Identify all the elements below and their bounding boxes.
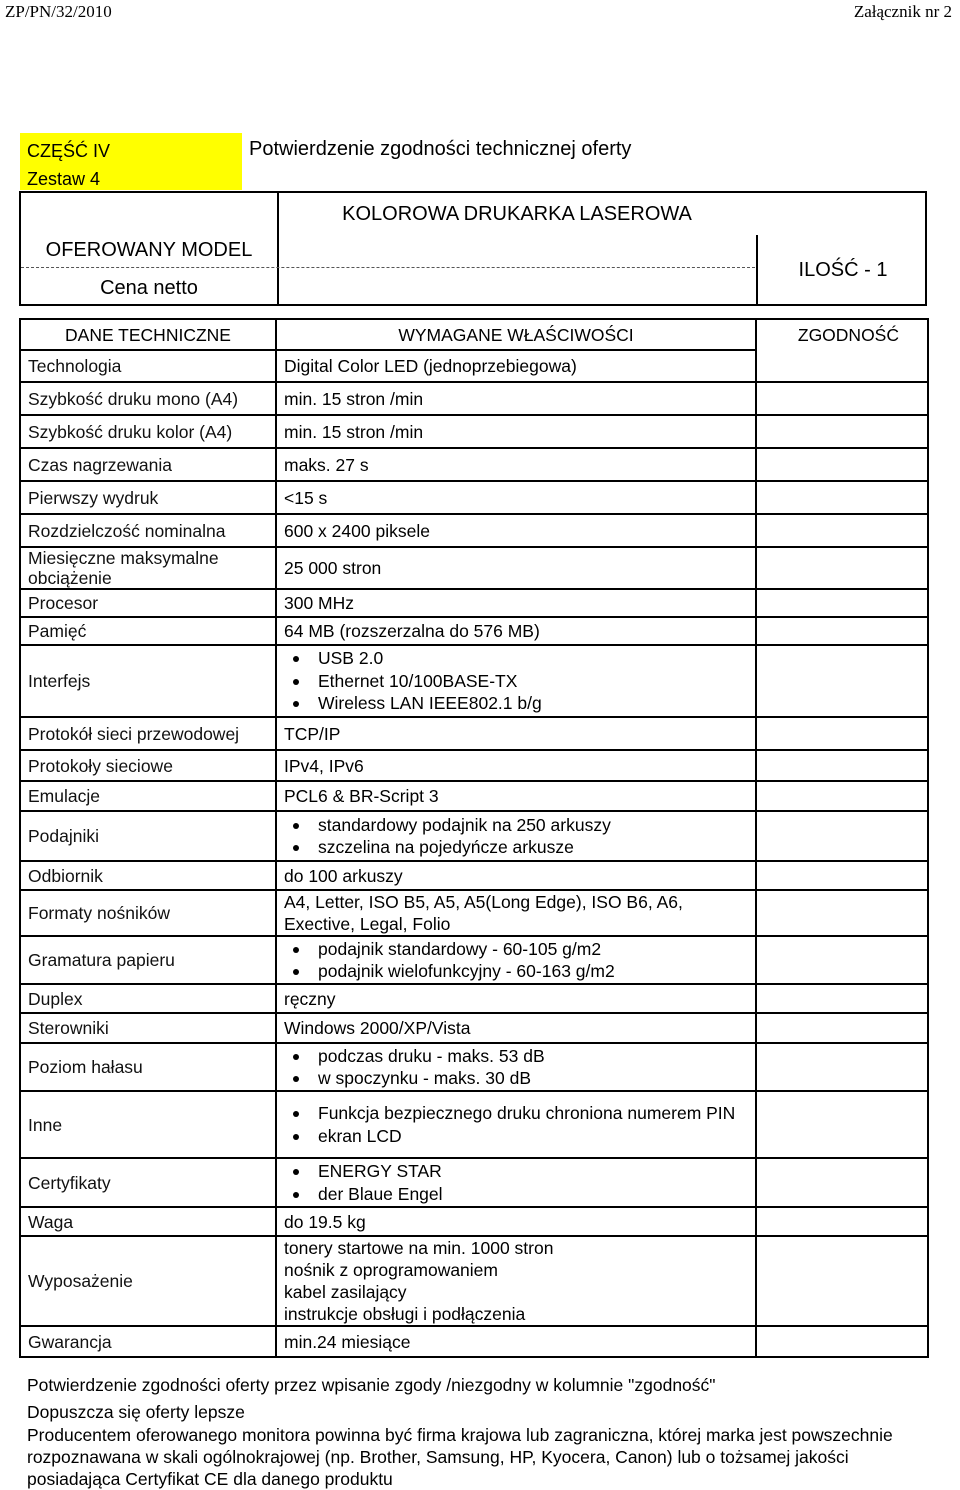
spec-value: 25 000 stron <box>276 547 756 589</box>
spec-bullet-list <box>284 1102 755 1147</box>
spec-lines <box>284 1237 755 1325</box>
attachment-number: Załącznik nr 2 <box>853 2 952 21</box>
compliance-cell[interactable] <box>756 448 928 481</box>
spec-value: A4, Letter, ISO B5, A5, A5(Long Edge), ISO B6, A6, Exective, Legal, Folio <box>276 890 756 936</box>
table-row <box>20 1326 928 1357</box>
table-row <box>20 861 928 890</box>
compliance-cell[interactable] <box>756 1236 928 1326</box>
spec-bullet-item: podajnik wielofunkcyjny - 60-163 g/m2 <box>318 960 755 983</box>
table-row <box>20 350 928 382</box>
spec-bullet-list <box>284 938 755 983</box>
spec-label: Certyfikaty <box>20 1158 276 1207</box>
table-row <box>20 415 928 448</box>
spec-value <box>276 811 756 861</box>
table-row <box>20 811 928 861</box>
spec-label: Technologia <box>20 350 276 382</box>
spec-value: 300 MHz <box>276 589 756 617</box>
spec-label: Pierwszy wydruk <box>20 481 276 514</box>
table-row <box>20 1158 928 1207</box>
page-header <box>0 0 960 26</box>
spec-label: Gramatura papieru <box>20 936 276 984</box>
spec-bullet-item: USB 2.0 <box>318 647 755 670</box>
spec-bullet-item: Wireless LAN IEEE802.1 b/g <box>318 692 755 715</box>
spec-bullet-list <box>284 1160 755 1205</box>
table-row <box>20 382 928 415</box>
compliance-cell[interactable] <box>756 861 928 890</box>
table-row <box>20 717 928 750</box>
spec-label: Wyposażenie <box>20 1236 276 1326</box>
compliance-cell[interactable] <box>756 1091 928 1158</box>
specification-table <box>19 318 929 1358</box>
spec-value <box>276 1091 756 1158</box>
spec-line: nośnik z oprogramowaniem <box>284 1260 498 1280</box>
column-header-compliance: ZGODNOŚĆ <box>756 319 928 350</box>
set-number: Zestaw 4 <box>27 169 101 189</box>
compliance-cell[interactable] <box>756 382 928 415</box>
spec-label: Podajniki <box>20 811 276 861</box>
table-row <box>20 481 928 514</box>
page-title: Potwierdzenie zgodności technicznej oferty <box>249 138 632 160</box>
dashed-divider <box>21 267 755 268</box>
spec-value: TCP/IP <box>276 717 756 750</box>
compliance-cell[interactable] <box>756 811 928 861</box>
compliance-cell[interactable] <box>756 617 928 645</box>
spec-line: instrukcje obsługi i podłączenia <box>284 1304 526 1324</box>
spec-bullet-list <box>284 814 755 859</box>
compliance-cell[interactable] <box>756 481 928 514</box>
spec-bullet-item: podajnik standardowy - 60-105 g/m2 <box>318 938 755 961</box>
compliance-cell[interactable] <box>756 1013 928 1043</box>
quantity-label: ILOŚĆ - 1 <box>798 259 888 281</box>
spec-label: Formaty nośników <box>20 890 276 936</box>
spec-bullet-list <box>284 1045 755 1090</box>
compliance-cell[interactable] <box>756 547 928 589</box>
spec-label: Emulacje <box>20 781 276 811</box>
compliance-cell[interactable] <box>756 1207 928 1236</box>
spec-value <box>276 1043 756 1091</box>
spec-bullet-item: w spoczynku - maks. 30 dB <box>318 1067 755 1090</box>
spec-bullet-item: szczelina na pojedyńcze arkusze <box>318 836 755 859</box>
spec-value: Windows 2000/XP/Vista <box>276 1013 756 1043</box>
table-row <box>20 750 928 781</box>
compliance-cell[interactable] <box>756 645 928 717</box>
spec-label: Waga <box>20 1207 276 1236</box>
spec-label: Protokoły sieciowe <box>20 750 276 781</box>
spec-label: Duplex <box>20 984 276 1013</box>
spec-label: Odbiornik <box>20 861 276 890</box>
spec-label: Procesor <box>20 589 276 617</box>
spec-label: Pamięć <box>20 617 276 645</box>
table-row <box>20 1207 928 1236</box>
spec-value: min.24 miesiące <box>276 1326 756 1357</box>
spec-label: Poziom hałasu <box>20 1043 276 1091</box>
table-row <box>20 645 928 717</box>
spec-label: Szybkość druku kolor (A4) <box>20 415 276 448</box>
table-row <box>20 514 928 547</box>
spec-value: PCL6 & BR-Script 3 <box>276 781 756 811</box>
table-row <box>20 1236 928 1326</box>
spec-value <box>276 1236 756 1326</box>
spec-bullet-item: der Blaue Engel <box>318 1183 755 1206</box>
spec-value: min. 15 stron /min <box>276 415 756 448</box>
spec-value: IPv4, IPv6 <box>276 750 756 781</box>
compliance-cell[interactable] <box>756 1043 928 1091</box>
spec-label: Szybkość druku mono (A4) <box>20 382 276 415</box>
spec-line: kabel zasilający <box>284 1282 407 1302</box>
table-row <box>20 781 928 811</box>
spec-bullet-item: ekran LCD <box>318 1125 755 1148</box>
compliance-cell[interactable] <box>756 1326 928 1357</box>
document-reference: ZP/PN/32/2010 <box>5 2 112 21</box>
spec-bullet-item: Ethernet 10/100BASE-TX <box>318 670 755 693</box>
spec-value: do 19.5 kg <box>276 1207 756 1236</box>
spec-value: Digital Color LED (jednoprzebiegowa) <box>276 350 756 382</box>
spec-bullet-list <box>284 647 755 715</box>
spec-label: Miesięczne maksymalne obciążenie <box>20 547 276 589</box>
spec-label: Sterowniki <box>20 1013 276 1043</box>
table-row <box>20 1091 928 1158</box>
manufacturer-note: Producentem oferowanego monitora powinna być firma krajowa lub zagraniczna, której marka jest powszechnie rozpoznawana w skali ogólnokrajowej (np. Brother, Samsung, HP, Kyocera, Canon) lub o tożsamej jakości posiadająca Certyfikat CE dla danego produktu <box>27 1425 893 1489</box>
compliance-cell[interactable] <box>756 781 928 811</box>
part-number: CZĘŚĆ IV <box>27 141 111 161</box>
compliance-cell[interactable] <box>756 717 928 750</box>
compliance-cell[interactable] <box>756 890 928 936</box>
part-label-box <box>20 133 242 190</box>
table-row <box>20 1043 928 1091</box>
spec-value: 64 MB (rozszerzalna do 576 MB) <box>276 617 756 645</box>
compliance-cell[interactable] <box>756 1158 928 1207</box>
spec-value <box>276 645 756 717</box>
table-row <box>20 547 928 589</box>
confirmation-note: Potwierdzenie zgodności oferty przez wpisanie zgody /niezgodny w kolumnie "zgodność" <box>27 1375 716 1395</box>
table-row <box>20 936 928 984</box>
compliance-cell[interactable] <box>756 984 928 1013</box>
column-header-technical-data: DANE TECHNICZNE <box>20 319 276 350</box>
offered-model-label: OFEROWANY MODEL <box>45 239 253 261</box>
spec-label: Czas nagrzewania <box>20 448 276 481</box>
compliance-cell[interactable] <box>756 350 928 382</box>
spec-line: tonery startowe na min. 1000 stron <box>284 1238 554 1258</box>
spec-value: maks. 27 s <box>276 448 756 481</box>
spec-value <box>276 936 756 984</box>
table-row <box>20 890 928 936</box>
spec-bullet-item: standardowy podajnik na 250 arkuszy <box>318 814 755 837</box>
spec-label: Rozdzielczość nominalna <box>20 514 276 547</box>
table-row <box>20 984 928 1013</box>
compliance-cell[interactable] <box>756 750 928 781</box>
table-row <box>20 617 928 645</box>
product-name: KOLOROWA DRUKARKA LASEROWA <box>342 203 692 225</box>
spec-value: 600 x 2400 piksele <box>276 514 756 547</box>
spec-value: min. 15 stron /min <box>276 382 756 415</box>
spec-label: Inne <box>20 1091 276 1158</box>
table-row <box>20 448 928 481</box>
spec-value: <15 s <box>276 481 756 514</box>
spec-bullet-item: podczas druku - maks. 53 dB <box>318 1045 755 1068</box>
spec-value: ręczny <box>276 984 756 1013</box>
compliance-cell[interactable] <box>756 514 928 547</box>
spec-value <box>276 1158 756 1207</box>
spec-value: do 100 arkuszy <box>276 861 756 890</box>
compliance-cell[interactable] <box>756 415 928 448</box>
net-price-label: Cena netto <box>100 277 198 299</box>
table-header-row <box>20 319 928 350</box>
spec-label: Gwarancja <box>20 1326 276 1357</box>
table-row <box>20 589 928 617</box>
compliance-cell[interactable] <box>756 589 928 617</box>
spec-bullet-item: Funkcja bezpiecznego druku chroniona numerem PIN <box>318 1102 755 1125</box>
spec-bullet-item: ENERGY STAR <box>318 1160 755 1183</box>
spec-label: Interfejs <box>20 645 276 717</box>
better-offers-note: Dopuszcza się oferty lepsze <box>27 1402 245 1422</box>
spec-label: Protokół sieci przewodowej <box>20 717 276 750</box>
column-header-requirements: WYMAGANE WŁAŚCIWOŚCI <box>276 319 756 350</box>
table-row <box>20 1013 928 1043</box>
product-header-box <box>19 191 927 306</box>
compliance-cell[interactable] <box>756 936 928 984</box>
